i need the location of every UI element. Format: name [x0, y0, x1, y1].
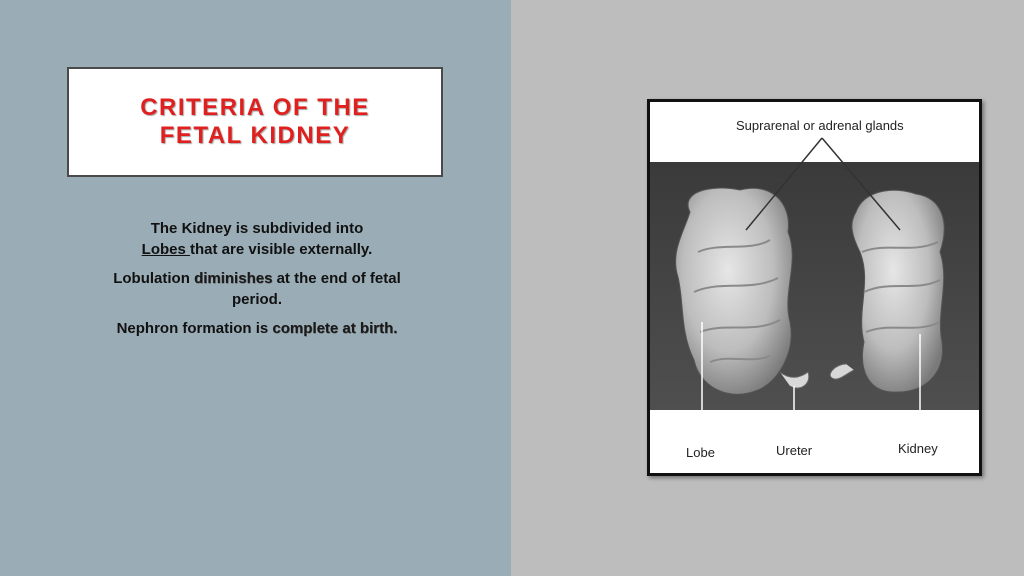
p2-text-b: at the end of fetal period. [231, 270, 401, 308]
diminishes-term: diminishes [194, 270, 273, 287]
label-kidney: Kidney [898, 441, 938, 456]
complete-at-birth-term: complete at birth. [272, 320, 398, 337]
p1-text-b: that are visible externally. [190, 241, 373, 258]
paragraph-lobulation [104, 268, 410, 310]
paragraph-nephron [104, 318, 410, 339]
title-box [67, 67, 443, 177]
p3-text-a: Nephron formation is [116, 320, 273, 337]
label-ureter: Ureter [776, 443, 813, 458]
lobes-term: Lobes [141, 241, 191, 258]
slide-title-line-2: FETAL KIDNEY [159, 122, 351, 149]
kidney-figure [647, 99, 982, 476]
body-text [104, 218, 410, 347]
label-lobe: Lobe [686, 445, 715, 460]
p2-text-a: Lobulation [113, 270, 195, 287]
slide-title-line-1: CRITERIA OF THE [140, 94, 370, 121]
paragraph-lobes [104, 218, 410, 260]
p1-text-a: The Kidney is subdivided into [150, 220, 364, 237]
label-suprarenal: Suprarenal or adrenal glands [736, 118, 904, 133]
kidney-illustration [650, 102, 979, 473]
